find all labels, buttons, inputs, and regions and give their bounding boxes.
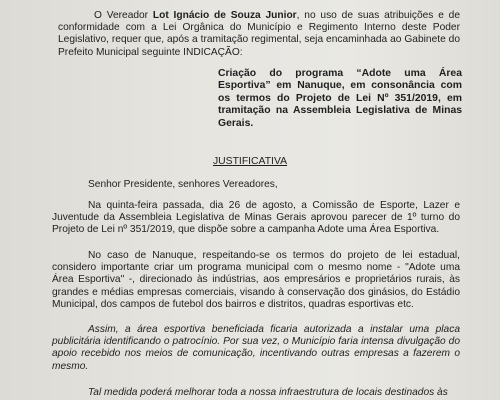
- paragraph-4: Tal medida poderá melhorar toda a nossa infraestrutura de locais destinados às: [88, 387, 448, 398]
- intro-paragraph: [52, 10, 460, 59]
- paragraph-1: Na quinta-feira passada, dia 26 de agosto, a Comissão de Esporte, Lazer e Juventude da Assembleia Legislativa de Minas Gerais aprovou parecer de 1º turno do Projeto de Lei nº 351/2019, que dispõe sobre a campanha Adote uma Área Esportiva.: [52, 200, 460, 236]
- intro-rest: , no uso de suas atribuições e de conformidade com a Lei Orgânica do Município e Regimento Interno deste Poder Legislativo, requer que, após a tramitação regimental, seja encaminhada ao Gabinete do Prefeito Municipal seguinte INDICAÇÃO:: [58, 10, 460, 58]
- paragraph-2: No caso de Nanuque, respeitando-se os termos do projeto de lei estadual, considero importante criar um programa municipal com o mesmo nome - "Adote uma Área Esportiva" -, direcionado às indústrias, aos empresários e proprietários rurais, às grandes e médias empresas comerciais, visando à conservação dos ginásios, do Estádio Municipal, dos campos de futebol dos bairros e distritos, quadras esportivas etc.: [52, 250, 460, 310]
- indication-title: Criação do programa “Adote uma Área Esportiva” em Nanuque, em consonância com os termos do Projeto de Lei Nº 351/2019, em tramitação na Assembleia Legislativa de Minas Gerais.: [218, 68, 462, 129]
- justification-heading: JUSTIFICATIVA: [212, 156, 288, 167]
- intro-prefix: O Vereador: [94, 10, 153, 21]
- greeting: Senhor Presidente, senhores Vereadores,: [88, 179, 278, 190]
- paragraph-3: Assim, a área esportiva beneficiada ficaria autorizada a instalar uma placa publicitária identificando o patrocínio. Por sua vez, o Município faria intensa divulgação do apoio recebido nos meios de comunicação, incentivando outras empresas a fazerem o mesmo.: [52, 324, 460, 372]
- councilor-name: Lot Ignácio de Souza Junior: [152, 10, 297, 21]
